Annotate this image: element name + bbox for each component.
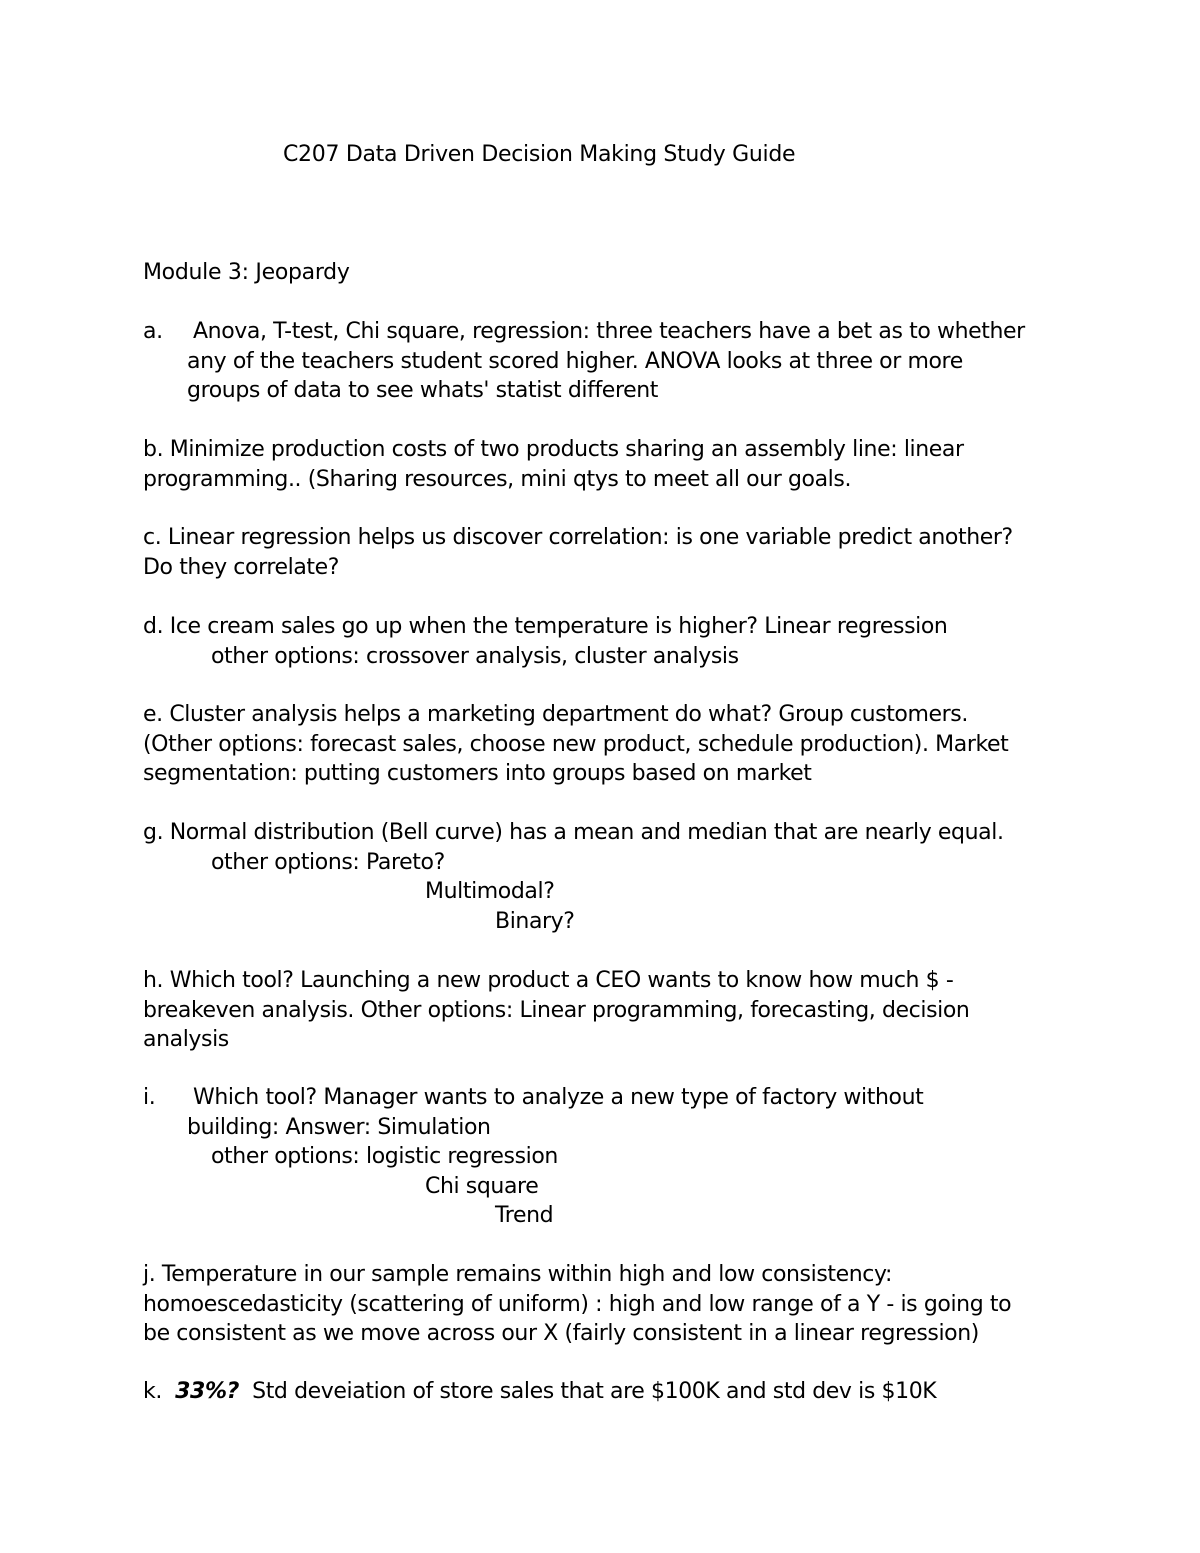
question-i — [143, 1083, 1063, 1231]
question-k-text: Std deveiation of store sales that are $100K and std dev is $10K — [238, 1379, 937, 1404]
question-k-emphasis: 33%? — [175, 1379, 239, 1404]
question-j-line-2: homoescedasticity (scattering of uniform) : high and low range of a Y - is going to — [143, 1291, 1012, 1317]
question-b-line-1: b. Minimize production costs of two products sharing an assembly line: linear — [143, 437, 964, 462]
question-j-line-3: be consistent as we move across our X (fairly consistent in a linear regression) — [143, 1321, 979, 1346]
question-a-text-1: Anova, T-test, Chi square, regression: three teachers have a bet as to whether — [193, 319, 1025, 344]
question-d-line-1: d. Ice cream sales go up when the temperature is higher? Linear regression — [143, 614, 948, 639]
question-i-text-1: Which tool? Manager wants to analyze a new type of factory without — [193, 1085, 924, 1110]
question-a-line-1 — [143, 317, 1063, 347]
question-a-marker: a. — [143, 319, 163, 344]
question-d-line-2: other options: crossover analysis, cluster analysis — [211, 643, 739, 669]
question-g-line-2: other options: Pareto? — [211, 849, 445, 875]
question-a — [143, 317, 1063, 406]
question-e-line-2: (Other options: forecast sales, choose new product, schedule production). Market — [143, 731, 1009, 757]
question-c — [143, 523, 1063, 582]
question-e-line-1: e. Cluster analysis helps a marketing department do what? Group customers. — [143, 702, 968, 727]
question-i-line-5: Trend — [495, 1203, 554, 1228]
question-a-line-3: groups of data to see whats' statist different — [187, 378, 659, 403]
question-j — [143, 1260, 1063, 1349]
question-g-line-1: g. Normal distribution (Bell curve) has a mean and median that are nearly equal. — [143, 820, 1004, 845]
question-i-line-1 — [143, 1083, 1063, 1113]
question-g — [143, 818, 1063, 936]
question-j-line-1: j. Temperature in our sample remains within high and low consistency: — [143, 1262, 893, 1287]
page-title: C207 Data Driven Decision Making Study Guide — [283, 142, 796, 167]
question-c-line-2: Do they correlate? — [143, 554, 340, 580]
question-g-line-4: Binary? — [495, 908, 575, 934]
question-d — [143, 612, 1063, 671]
question-b-line-2: programming.. (Sharing resources, mini qtys to meet all our goals. — [143, 466, 852, 492]
question-b — [143, 435, 1063, 494]
question-c-line-1: c. Linear regression helps us discover correlation: is one variable predict another? — [143, 525, 1013, 550]
question-i-marker: i. — [143, 1085, 156, 1110]
question-i-line-3: other options: logistic regression — [211, 1144, 558, 1169]
question-g-line-3: Multimodal? — [425, 879, 555, 904]
question-i-line-2: building: Answer: Simulation — [187, 1114, 491, 1140]
module-heading: Module 3: Jeopardy — [143, 260, 350, 285]
question-h-line-3: analysis — [143, 1027, 229, 1052]
question-a-line-2: any of the teachers student scored higher. ANOVA looks at three or more — [187, 348, 963, 374]
question-k-marker: k. — [143, 1379, 176, 1404]
question-k — [143, 1377, 1063, 1407]
question-i-line-4: Chi square — [425, 1173, 539, 1199]
question-e-line-3: segmentation: putting customers into groups based on market — [143, 761, 812, 786]
question-k-line-1 — [143, 1377, 1063, 1407]
question-h — [143, 966, 1063, 1055]
question-h-line-2: breakeven analysis. Other options: Linear programming, forecasting, decision — [143, 997, 970, 1023]
question-h-line-1: h. Which tool? Launching a new product a CEO wants to know how much $ - — [143, 968, 954, 993]
question-e — [143, 700, 1063, 789]
